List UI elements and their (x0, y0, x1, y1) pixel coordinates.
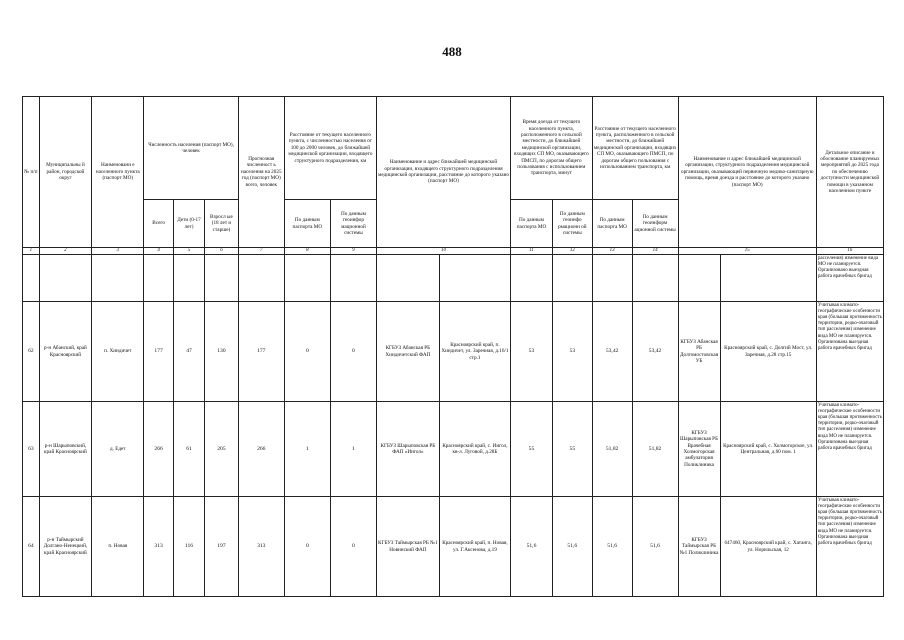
mo-address-cell: Красноярский край, п. Новая, ул. Г.Аксенова, д.19 (439, 497, 510, 597)
time-mo-cell: 55 (511, 402, 553, 497)
header-distance: Расстояние от текущего населенного пункта, с численностью населения от 100 до 2000 человек, до ближайшей медицинской организации, входящего структурного подразделения, км (284, 97, 376, 200)
distance-gis-cell: 0 (330, 497, 376, 597)
pmsp-name-cell: КГБУЗ Шарыповская РБ Врачебная Холмогорская амбулатория Поликлиника (678, 402, 720, 497)
adults-cell: 130 (205, 302, 239, 402)
col-number: 6 (205, 248, 239, 255)
col-number: 13 (592, 248, 632, 255)
header-forecast: Прогнозная численност ь населения на 2025 год (паспорт МО) всего, человек (238, 97, 284, 248)
km-mo-cell: 51,82 (592, 402, 632, 497)
table-row (23, 497, 884, 597)
forecast-cell: 266 (238, 402, 284, 497)
distance-mo-cell: 0 (284, 497, 330, 597)
mo-name-cell: КГБУЗ Шарыповская РБ ФАП «Ингол» (376, 402, 439, 497)
header-children: Дети (0-17 лет) (173, 200, 204, 248)
header-pmsp-mo: Наименование и адрес ближайшей медицинской организации, структурного подразделения медицинской организации, оказывающей первичную медико-санитарную помощь, время доезда и расстояние до которого указано (паспорт МО) (678, 97, 816, 248)
col-number: 3 (92, 248, 144, 255)
total-cell: 177 (144, 302, 173, 402)
page-number: 488 (442, 44, 462, 59)
time-gis-cell: 53 (552, 302, 592, 402)
row-number: 64 (23, 497, 40, 597)
col-number: 14 (632, 248, 678, 255)
distance-mo-cell: 0 (284, 302, 330, 402)
col-number: 12 (552, 248, 592, 255)
district-cell: р-н Таймырский Долгано-Ненецкий, край Красноярский (39, 497, 91, 597)
column-numbers-row (23, 248, 884, 255)
header-adults: Взросл ые (18 лет и старше) (205, 200, 239, 248)
row-number: 62 (23, 302, 40, 402)
pmsp-address-cell: Красноярский край, с. Холмогорское, ул. Центральная, д.60 пом. 1 (720, 402, 816, 497)
header-distance-mo: По данным паспорта МО (284, 200, 330, 248)
mo-name-cell: КГБУЗ Абанская РБ Хиндичетский ФАП (376, 302, 439, 402)
header-measures: Детальное описание и обоснование планируемых мероприятий до 2025 года по обеспечению доступности медицинской помощи в указанном населенном пункте (816, 97, 883, 248)
col-number: 1 (23, 248, 40, 255)
distance-mo-cell: 1 (284, 402, 330, 497)
header-km-mo: По данным паспорта МО (592, 200, 632, 248)
header-time-gis: По данным геоинфо рмационн ой системы (552, 200, 592, 248)
header-road-distance: Расстояние от текущего населенного пункта, расположенного в сельской местности, до ближайшей медицинской организации, входящих СП МО, оказывающего ПМСП, по дорогам общего пользования с использованием транспорта, км (592, 97, 678, 200)
continuation-note: расселения) изменение вида МО не планируется. Организовано выездная работа врачебных бригад (816, 255, 883, 302)
data-table (22, 96, 884, 597)
time-gis-cell: 55 (552, 402, 592, 497)
col-number: 10 (376, 248, 510, 255)
measures-cell: Учитывая климато-географические особенности края (большая протяженность территории, редко-очаговый тип расселения) изменение вида МО не планируется. Организована выездная работа врачебных бригад (816, 402, 883, 497)
pmsp-address-cell: Красноярский край, с. Долгий Мост, ул. Заречная, д.28 стр.15 (720, 302, 816, 402)
adults-cell: 205 (205, 402, 239, 497)
header-km-gis: По данным геоинформ ационной системы (632, 200, 678, 248)
settlement-cell: п. Новая (92, 497, 144, 597)
children-cell: 61 (173, 402, 204, 497)
measures-cell: Учитывая климато-географические особенности края (большая протяженность территории, редко-очаговый тип расселения) изменение вида МО не планируется. Организована выездная работа врачебных бригад (816, 497, 883, 597)
col-number: 5 (173, 248, 204, 255)
col-number: 9 (330, 248, 376, 255)
col-number: 4 (144, 248, 173, 255)
col-number: 15 (678, 248, 816, 255)
km-gis-cell: 53,42 (632, 302, 678, 402)
col-number: 11 (511, 248, 553, 255)
table-row (23, 402, 884, 497)
header-time-mo: По данным паспорта МО (511, 200, 553, 248)
header-nearest-mo: Наименование и адрес ближайшей медицинской организации, входящего структурного подразделения медицинской организации, расстояние до которого указано (паспорт МО) (376, 97, 510, 248)
header-travel-time: Время доезда от текущего населенного пункта, расположенного в сельской местности, до ближайшей медицинской организации, входящих СП МО, оказывающего ПМСП, по дорогам общего пользования с использованием транспорта, минут (511, 97, 593, 200)
settlement-cell: п. Хиндичет (92, 302, 144, 402)
header-number: № п/п (23, 97, 40, 248)
district-cell: р-н Шарыповский, край Красноярский (39, 402, 91, 497)
col-number: 2 (39, 248, 91, 255)
pmsp-address-cell: 647460, Красноярский край, с. Хатанга, ул. Норильская, 12 (720, 497, 816, 597)
pmsp-name-cell: КГБУЗ Абанская РБ Долгомостовская УБ (678, 302, 720, 402)
mo-address-cell: Красноярский край, п. Хиндичет, ул. Заречная, д.16/1 стр.1 (439, 302, 510, 402)
km-mo-cell: 51,6 (592, 497, 632, 597)
pmsp-name-cell: КГБУЗ Таймырская РБ №1 Поликлиника (678, 497, 720, 597)
km-gis-cell: 51,6 (632, 497, 678, 597)
header-district: Муниципальны й район, городской округ (39, 97, 91, 248)
distance-gis-cell: 1 (330, 402, 376, 497)
forecast-cell: 177 (238, 302, 284, 402)
children-cell: 47 (173, 302, 204, 402)
total-cell: 266 (144, 402, 173, 497)
time-mo-cell: 53 (511, 302, 553, 402)
header-total: Всего (144, 200, 173, 248)
header-settlement: Наименовани е населенного пункта (паспорт МО) (92, 97, 144, 248)
continuation-row (23, 255, 884, 302)
col-number: 16 (816, 248, 883, 255)
col-number: 8 (284, 248, 330, 255)
time-mo-cell: 51,6 (511, 497, 553, 597)
measures-cell: Учитывая климато-географические особенности края (большая протяженность территории, редко-очаговый тип расселения) изменение вида МО не планируется. Организована выездная работа врачебных бригад (816, 302, 883, 402)
time-gis-cell: 51,6 (552, 497, 592, 597)
table-row (23, 302, 884, 402)
header-distance-gis: По данным геоинфор мационной системы (330, 200, 376, 248)
row-number: 63 (23, 402, 40, 497)
district-cell: р-н Абанский, край Красноярский (39, 302, 91, 402)
distance-gis-cell: 0 (330, 302, 376, 402)
mo-name-cell: КГБУЗ Таймырская РБ №1 Новинский ФАП (376, 497, 439, 597)
mo-address-cell: Красноярский край, с. Ингол, кв-л. Луговой, д.28Б (439, 402, 510, 497)
forecast-cell: 313 (238, 497, 284, 597)
children-cell: 116 (173, 497, 204, 597)
header-population: Численность населения (паспорт МО), человек (144, 97, 238, 200)
total-cell: 313 (144, 497, 173, 597)
col-number: 7 (238, 248, 284, 255)
settlement-cell: д. Едет (92, 402, 144, 497)
km-gis-cell: 51,82 (632, 402, 678, 497)
adults-cell: 197 (205, 497, 239, 597)
km-mo-cell: 53,42 (592, 302, 632, 402)
